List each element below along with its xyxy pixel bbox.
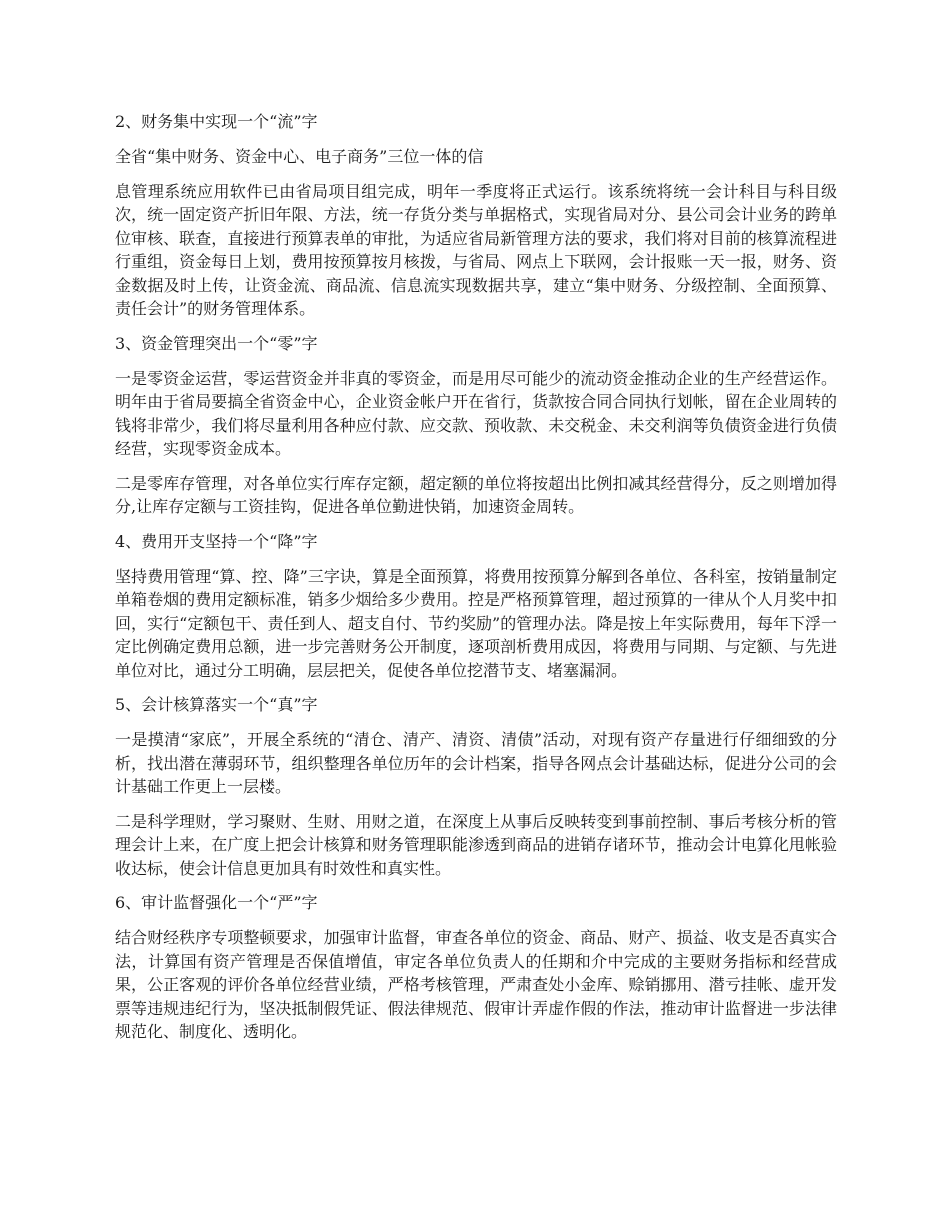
paragraph: 结合财经秩序专项整顿要求，加强审计监督，审查各单位的资金、商品、财产、损益、收支是否真实合法，计算国有资产管理是否保值增值，审定各单位负责人的任期和介中完成的主要财务指标和经营成果，公正客观的评价各单位经营业绩，严格考核管理，严肃查处小金库、赊销挪用、潜亏挂帐、虚开发票等违规违纪行为，坚决抵制假凭证、假法律规范、假审计弄虚作假的作法，推动审计监督进一步法律规范化、制度化、透明化。 xyxy=(115,928,837,1041)
paragraph: 全省“集中财务、资金中心、电子商务”三位一体的信 xyxy=(115,147,484,166)
paragraph: 二是零库存管理，对各单位实行库存定额，超定额的单位将按超出比例扣减其经营得分，反之则增加得分,让库存定额与工资挂钩，促进各单位勤进快销，加速资金周转。 xyxy=(115,473,837,516)
paragraph: 一是零资金运营，零运营资金并非真的零资金，而是用尽可能少的流动资金推动企业的生产经营运作。明年由于省局要搞全省资金中心，企业资金帐户开在省行，货款按合同合同执行划帐，留在企业周转的钱将非常少，我们将尽量利用各种应付款、应交款、预收款、未交税金、未交利润等负债资金进行负债经营，实现零资金成本。 xyxy=(115,368,837,458)
section-heading: 4、费用开支坚持一个“降”字 xyxy=(115,531,318,551)
paragraph: 一是摸清“家底”，开展全系统的“清仓、清产、清资、清债”活动，对现有资产存量进行仔细细致的分析，找出潜在薄弱环节，组织整理各单位历年的会计档案，指导各网点会计基础达标，促进分公司的会计基础工作更上一层楼。 xyxy=(115,730,837,796)
paragraph: 息管理系统应用软件已由省局项目组完成，明年一季度将正式运行。该系统将统一会计科目与科目级次，统一固定资产折旧年限、方法，统一存货分类与单据格式，实现省局对分、县公司会计业务的跨单位审核、联查，直接进行预算表单的审批，为适应省局新管理方法的要求，我们将对目前的核算流程进行重组，资金每日上划，费用按预算按月核拨，与省局、网点上下联网，会计报账一天一报，财务、资金数据及时上传，让资金流、商品流、信息流实现数据共享，建立“集中财务、分级控制、全面预算、责任会计”的财务管理体系。 xyxy=(115,181,837,318)
paragraph: 二是科学理财，学习聚财、生财、用财之道，在深度上从事后反映转变到事前控制、事后考核分析的管理会计上来，在广度上把会计核算和财务管理职能渗透到商品的进销存诸环节，推动会计电算化甩帐验收达标，使会计信息更加具有时效性和真实性。 xyxy=(115,811,837,878)
section-heading: 5、会计核算落实一个“真”字 xyxy=(115,695,318,714)
document-body xyxy=(115,110,837,1055)
section-heading: 2、财务集中实现一个“流”字 xyxy=(115,112,318,131)
section-heading: 6、审计监督强化一个“严”字 xyxy=(115,893,318,912)
section-heading: 3、资金管理突出一个“零”字 xyxy=(115,333,318,353)
paragraph: 坚持费用管理“算、控、降”三字诀，算是全面预算，将费用按预算分解到各单位、各科室，按销量制定单箱卷烟的费用定额标准，销多少烟给多少费用。控是严格预算管理，超过预算的一律从个人月奖中扣回，实行“定额包干、责任到人、超支自付、节约奖励”的管理办法。降是按上年实际费用，每年下浮一定比例确定费用总额，进一步完善财务公开制度，逐项剖析费用成因，将费用与同期、与定额、与先进单位对比，通过分工明确，层层把关，促使各单位挖潜节支、堵塞漏洞。 xyxy=(115,566,837,680)
